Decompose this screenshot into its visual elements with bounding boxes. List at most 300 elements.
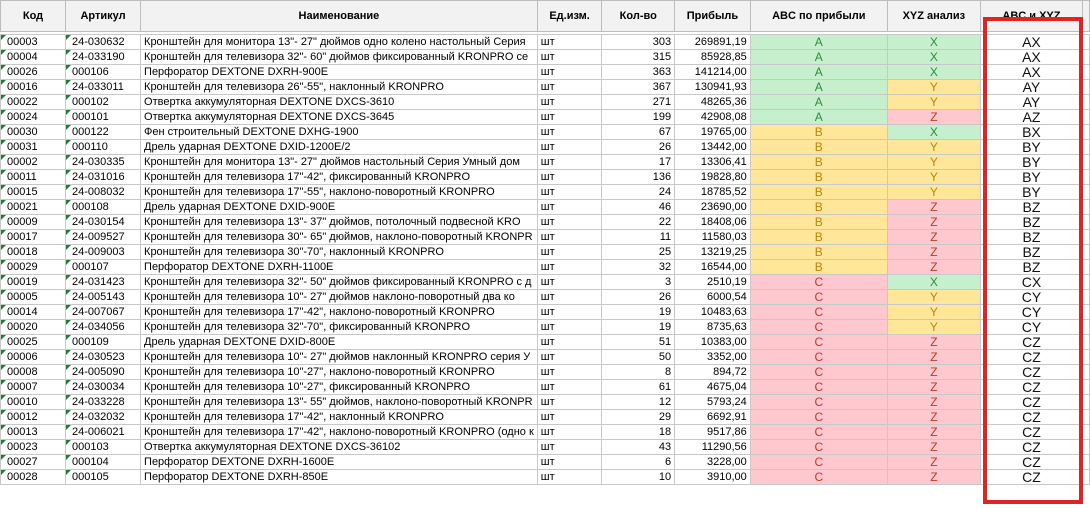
cell-xyz[interactable]: X [887, 275, 980, 290]
table-row[interactable] [1, 80, 1090, 95]
cell-pribyl[interactable]: 19828,80 [675, 170, 751, 185]
cell-naim[interactable]: Кронштейн для телевизора 17"-42", наклонный KRONPRO [141, 410, 538, 425]
cell-xyz[interactable]: Y [887, 140, 980, 155]
cell-pribyl[interactable]: 9517,86 [675, 425, 751, 440]
cell-abc[interactable]: B [750, 155, 887, 170]
table-row[interactable] [1, 290, 1090, 305]
cell-abc[interactable]: B [750, 245, 887, 260]
cell-ed[interactable]: шт [537, 455, 602, 470]
cell-naim[interactable]: Отвертка аккумуляторная DEXTONE DXCS-36102 [141, 440, 538, 455]
cell-kolvo[interactable]: 32 [602, 260, 675, 275]
cell-pribyl[interactable]: 8735,63 [675, 320, 751, 335]
cell-kolvo[interactable]: 19 [602, 305, 675, 320]
cell-abcxyz[interactable]: AX [980, 50, 1082, 65]
cell-xyz[interactable]: Z [887, 380, 980, 395]
table-row[interactable] [1, 440, 1090, 455]
cell-kod[interactable]: 00016 [1, 80, 66, 95]
cell-kod[interactable]: 00004 [1, 50, 66, 65]
cell-kolvo[interactable]: 10 [602, 470, 675, 485]
cell-abcxyz[interactable]: CZ [980, 365, 1082, 380]
cell-kolvo[interactable]: 51 [602, 335, 675, 350]
cell-abcxyz[interactable]: BZ [980, 200, 1082, 215]
cell-artikul[interactable]: 24-008032 [66, 185, 141, 200]
cell-pribyl[interactable]: 16544,00 [675, 260, 751, 275]
cell-kolvo[interactable]: 363 [602, 65, 675, 80]
cell-xyz[interactable]: Z [887, 365, 980, 380]
cell-artikul[interactable]: 24-033190 [66, 50, 141, 65]
cell-abc[interactable]: C [750, 425, 887, 440]
table-row[interactable] [1, 470, 1090, 485]
cell-abcxyz[interactable]: CY [980, 320, 1082, 335]
cell-pribyl[interactable]: 6692,91 [675, 410, 751, 425]
cell-abc[interactable]: C [750, 395, 887, 410]
cell-naim[interactable]: Кронштейн для телевизора 30"- 65" дюймов, наклоно-поворотный KRONPR [141, 230, 538, 245]
cell-abcxyz[interactable]: CZ [980, 425, 1082, 440]
cell-ed[interactable]: шт [537, 335, 602, 350]
cell-abc[interactable]: C [750, 455, 887, 470]
table-row[interactable] [1, 425, 1090, 440]
cell-kolvo[interactable]: 271 [602, 95, 675, 110]
table-row[interactable] [1, 65, 1090, 80]
cell-kolvo[interactable]: 315 [602, 50, 675, 65]
cell-ed[interactable]: шт [537, 185, 602, 200]
table-row[interactable] [1, 170, 1090, 185]
cell-abc[interactable]: C [750, 365, 887, 380]
cell-artikul[interactable]: 24-030632 [66, 35, 141, 50]
cell-pribyl[interactable]: 3228,00 [675, 455, 751, 470]
cell-abcxyz[interactable]: AY [980, 80, 1082, 95]
cell-abcxyz[interactable]: CY [980, 305, 1082, 320]
table-row[interactable] [1, 35, 1090, 50]
cell-pribyl[interactable]: 894,72 [675, 365, 751, 380]
cell-kolvo[interactable]: 61 [602, 380, 675, 395]
cell-kolvo[interactable]: 12 [602, 395, 675, 410]
cell-abc[interactable]: B [750, 140, 887, 155]
cell-naim[interactable]: Кронштейн для монитора 13"- 27" дюймов настольный Серия Умный дом [141, 155, 538, 170]
cell-kod[interactable]: 00030 [1, 125, 66, 140]
cell-xyz[interactable]: Y [887, 305, 980, 320]
cell-kod[interactable]: 00022 [1, 95, 66, 110]
table-row[interactable] [1, 380, 1090, 395]
cell-abcxyz[interactable]: CX [980, 275, 1082, 290]
cell-kod[interactable]: 00024 [1, 110, 66, 125]
cell-abcxyz[interactable]: BZ [980, 245, 1082, 260]
cell-kod[interactable]: 00026 [1, 65, 66, 80]
cell-abcxyz[interactable]: AZ [980, 110, 1082, 125]
table-row[interactable] [1, 395, 1090, 410]
cell-kod[interactable]: 00008 [1, 365, 66, 380]
cell-xyz[interactable]: Z [887, 425, 980, 440]
cell-xyz[interactable]: X [887, 50, 980, 65]
cell-naim[interactable]: Кронштейн для телевизора 17"-42", наклоно-поворотный KRONPRO [141, 305, 538, 320]
cell-ed[interactable]: шт [537, 380, 602, 395]
cell-ed[interactable]: шт [537, 65, 602, 80]
cell-naim[interactable]: Кронштейн для телевизора 10"-27", наклоно-поворотный KRONPRO [141, 365, 538, 380]
header-kolvo[interactable]: Кол-во [602, 1, 675, 32]
cell-kolvo[interactable]: 67 [602, 125, 675, 140]
cell-abc[interactable]: B [750, 125, 887, 140]
cell-naim[interactable]: Кронштейн для телевизора 10"-27", фиксированный KRONPRO [141, 380, 538, 395]
cell-naim[interactable]: Кронштейн для телевизора 32"- 50" дюймов фиксированный KRONPRO с д [141, 275, 538, 290]
cell-artikul[interactable]: 000101 [66, 110, 141, 125]
cell-abc[interactable]: B [750, 170, 887, 185]
cell-abcxyz[interactable]: AX [980, 65, 1082, 80]
table-row[interactable] [1, 200, 1090, 215]
table-row[interactable] [1, 125, 1090, 140]
table-row[interactable] [1, 245, 1090, 260]
cell-abcxyz[interactable]: BX [980, 125, 1082, 140]
cell-pribyl[interactable]: 130941,93 [675, 80, 751, 95]
cell-kolvo[interactable]: 136 [602, 170, 675, 185]
cell-artikul[interactable]: 000110 [66, 140, 141, 155]
cell-abc[interactable]: B [750, 185, 887, 200]
cell-xyz[interactable]: Y [887, 170, 980, 185]
table-row[interactable] [1, 140, 1090, 155]
cell-kod[interactable]: 00014 [1, 305, 66, 320]
cell-pribyl[interactable]: 85928,85 [675, 50, 751, 65]
cell-xyz[interactable]: Y [887, 95, 980, 110]
cell-ed[interactable]: шт [537, 245, 602, 260]
cell-abcxyz[interactable]: BZ [980, 215, 1082, 230]
cell-artikul[interactable]: 24-030034 [66, 380, 141, 395]
cell-xyz[interactable]: Z [887, 440, 980, 455]
cell-abcxyz[interactable]: CZ [980, 470, 1082, 485]
cell-pribyl[interactable]: 4675,04 [675, 380, 751, 395]
cell-abc[interactable]: A [750, 35, 887, 50]
cell-abcxyz[interactable]: BY [980, 170, 1082, 185]
cell-artikul[interactable]: 24-031016 [66, 170, 141, 185]
cell-abc[interactable]: C [750, 410, 887, 425]
cell-ed[interactable]: шт [537, 470, 602, 485]
table-row[interactable] [1, 110, 1090, 125]
cell-artikul[interactable]: 000105 [66, 470, 141, 485]
table-row[interactable] [1, 95, 1090, 110]
cell-kod[interactable]: 00007 [1, 380, 66, 395]
cell-pribyl[interactable]: 2510,19 [675, 275, 751, 290]
cell-xyz[interactable]: Z [887, 410, 980, 425]
cell-kod[interactable]: 00009 [1, 215, 66, 230]
cell-artikul[interactable]: 24-007067 [66, 305, 141, 320]
cell-kod[interactable]: 00011 [1, 170, 66, 185]
cell-artikul[interactable]: 000107 [66, 260, 141, 275]
cell-kod[interactable]: 00029 [1, 260, 66, 275]
cell-abc[interactable]: A [750, 95, 887, 110]
cell-abc[interactable]: C [750, 275, 887, 290]
cell-ed[interactable]: шт [537, 215, 602, 230]
table-row[interactable] [1, 230, 1090, 245]
table-row[interactable] [1, 320, 1090, 335]
cell-artikul[interactable]: 000109 [66, 335, 141, 350]
cell-artikul[interactable]: 24-031423 [66, 275, 141, 290]
cell-artikul[interactable]: 24-032032 [66, 410, 141, 425]
cell-ed[interactable]: шт [537, 410, 602, 425]
cell-pribyl[interactable]: 48265,36 [675, 95, 751, 110]
cell-kod[interactable]: 00002 [1, 155, 66, 170]
cell-pribyl[interactable]: 3910,00 [675, 470, 751, 485]
cell-ed[interactable]: шт [537, 35, 602, 50]
cell-kod[interactable]: 00006 [1, 350, 66, 365]
table-row[interactable] [1, 215, 1090, 230]
cell-artikul[interactable]: 000102 [66, 95, 141, 110]
cell-kolvo[interactable]: 8 [602, 365, 675, 380]
cell-kolvo[interactable]: 367 [602, 80, 675, 95]
cell-abc[interactable]: C [750, 350, 887, 365]
cell-ed[interactable]: шт [537, 50, 602, 65]
cell-kolvo[interactable]: 17 [602, 155, 675, 170]
cell-xyz[interactable]: Z [887, 260, 980, 275]
cell-xyz[interactable]: Z [887, 245, 980, 260]
cell-pribyl[interactable]: 11580,03 [675, 230, 751, 245]
cell-abcxyz[interactable]: AY [980, 95, 1082, 110]
cell-xyz[interactable]: Z [887, 455, 980, 470]
cell-ed[interactable]: шт [537, 275, 602, 290]
cell-naim[interactable]: Отвертка аккумуляторная DEXTONE DXCS-3645 [141, 110, 538, 125]
cell-artikul[interactable]: 000103 [66, 440, 141, 455]
cell-naim[interactable]: Кронштейн для телевизора 17"-55", наклоно-поворотный KRONPRO [141, 185, 538, 200]
cell-abcxyz[interactable]: BY [980, 155, 1082, 170]
cell-pribyl[interactable]: 42908,08 [675, 110, 751, 125]
cell-artikul[interactable]: 000108 [66, 200, 141, 215]
cell-abc[interactable]: A [750, 50, 887, 65]
cell-abc[interactable]: B [750, 215, 887, 230]
cell-artikul[interactable]: 24-005143 [66, 290, 141, 305]
cell-artikul[interactable]: 24-009003 [66, 245, 141, 260]
cell-kolvo[interactable]: 11 [602, 230, 675, 245]
cell-ed[interactable]: шт [537, 140, 602, 155]
cell-xyz[interactable]: X [887, 35, 980, 50]
cell-abc[interactable]: A [750, 65, 887, 80]
cell-abcxyz[interactable]: CZ [980, 380, 1082, 395]
cell-abcxyz[interactable]: CY [980, 290, 1082, 305]
table-row[interactable] [1, 410, 1090, 425]
cell-kolvo[interactable]: 6 [602, 455, 675, 470]
cell-naim[interactable]: Кронштейн для телевизора 32"-70", фиксированный KRONPRO [141, 320, 538, 335]
header-xyz[interactable]: XYZ анализ [887, 1, 980, 32]
cell-abc[interactable]: C [750, 290, 887, 305]
cell-ed[interactable]: шт [537, 260, 602, 275]
cell-ed[interactable]: шт [537, 425, 602, 440]
cell-xyz[interactable]: Y [887, 185, 980, 200]
cell-xyz[interactable]: Y [887, 320, 980, 335]
cell-artikul[interactable]: 24-030335 [66, 155, 141, 170]
table-row[interactable] [1, 335, 1090, 350]
cell-xyz[interactable]: Z [887, 395, 980, 410]
cell-abcxyz[interactable]: CZ [980, 410, 1082, 425]
table-row[interactable] [1, 455, 1090, 470]
cell-ed[interactable]: шт [537, 95, 602, 110]
cell-naim[interactable]: Дрель ударная DEXTONE DXID-1200E/2 [141, 140, 538, 155]
cell-abcxyz[interactable]: CZ [980, 455, 1082, 470]
cell-naim[interactable]: Кронштейн для телевизора 26"-55", наклонный KRONPRO [141, 80, 538, 95]
cell-ed[interactable]: шт [537, 110, 602, 125]
cell-kolvo[interactable]: 199 [602, 110, 675, 125]
cell-naim[interactable]: Кронштейн для телевизора 13"- 55" дюймов, наклоно-поворотный KRONPR [141, 395, 538, 410]
cell-abcxyz[interactable]: CZ [980, 395, 1082, 410]
cell-pribyl[interactable]: 13219,25 [675, 245, 751, 260]
cell-kod[interactable]: 00023 [1, 440, 66, 455]
cell-pribyl[interactable]: 141214,00 [675, 65, 751, 80]
cell-kod[interactable]: 00027 [1, 455, 66, 470]
table-row[interactable] [1, 275, 1090, 290]
cell-kolvo[interactable]: 29 [602, 410, 675, 425]
cell-naim[interactable]: Кронштейн для телевизора 17"-42", фиксированный KRONPRO [141, 170, 538, 185]
header-pribyl[interactable]: Прибыль [675, 1, 751, 32]
cell-pribyl[interactable]: 23690,00 [675, 200, 751, 215]
cell-kod[interactable]: 00005 [1, 290, 66, 305]
cell-xyz[interactable]: Z [887, 200, 980, 215]
cell-naim[interactable]: Кронштейн для телевизора 13"- 37" дюймов, потолочный подвесной KRO [141, 215, 538, 230]
cell-naim[interactable]: Перфоратор DEXTONE DXRH-1100E [141, 260, 538, 275]
table-row[interactable] [1, 365, 1090, 380]
cell-pribyl[interactable]: 10483,63 [675, 305, 751, 320]
cell-artikul[interactable]: 24-005090 [66, 365, 141, 380]
cell-abc[interactable]: A [750, 110, 887, 125]
cell-kod[interactable]: 00017 [1, 230, 66, 245]
cell-kolvo[interactable]: 26 [602, 140, 675, 155]
cell-kod[interactable]: 00019 [1, 275, 66, 290]
cell-naim[interactable]: Кронштейн для телевизора 17"-42", наклоно-поворотный KRONPRO (одно к [141, 425, 538, 440]
cell-naim[interactable]: Дрель ударная DEXTONE DXID-800E [141, 335, 538, 350]
cell-abc[interactable]: C [750, 305, 887, 320]
cell-naim[interactable]: Кронштейн для телевизора 10"- 27" дюймов наклоно-поворотный два ко [141, 290, 538, 305]
cell-xyz[interactable]: X [887, 65, 980, 80]
cell-ed[interactable]: шт [537, 365, 602, 380]
header-abc[interactable]: ABC по прибыли [750, 1, 887, 32]
table-row[interactable] [1, 185, 1090, 200]
cell-pribyl[interactable]: 19765,00 [675, 125, 751, 140]
cell-xyz[interactable]: Z [887, 215, 980, 230]
table-row[interactable] [1, 350, 1090, 365]
cell-artikul[interactable]: 000122 [66, 125, 141, 140]
cell-kod[interactable]: 00018 [1, 245, 66, 260]
cell-pribyl[interactable]: 269891,19 [675, 35, 751, 50]
cell-xyz[interactable]: Y [887, 155, 980, 170]
cell-naim[interactable]: Фен строительный DEXTONE DXHG-1900 [141, 125, 538, 140]
cell-pribyl[interactable]: 18408,06 [675, 215, 751, 230]
cell-abc[interactable]: B [750, 230, 887, 245]
cell-naim[interactable]: Кронштейн для телевизора 30"-70", наклонный KRONPRO [141, 245, 538, 260]
cell-ed[interactable]: шт [537, 125, 602, 140]
cell-kod[interactable]: 00028 [1, 470, 66, 485]
cell-artikul[interactable]: 000104 [66, 455, 141, 470]
cell-pribyl[interactable]: 13306,41 [675, 155, 751, 170]
cell-xyz[interactable]: Z [887, 350, 980, 365]
cell-abc[interactable]: C [750, 470, 887, 485]
cell-naim[interactable]: Кронштейн для монитора 13"- 27" дюймов одно колено настольный Серия [141, 35, 538, 50]
cell-abcxyz[interactable]: BZ [980, 230, 1082, 245]
cell-artikul[interactable]: 24-009527 [66, 230, 141, 245]
cell-kolvo[interactable]: 24 [602, 185, 675, 200]
cell-kolvo[interactable]: 3 [602, 275, 675, 290]
cell-pribyl[interactable]: 18785,52 [675, 185, 751, 200]
cell-artikul[interactable]: 24-006021 [66, 425, 141, 440]
cell-xyz[interactable]: X [887, 125, 980, 140]
cell-pribyl[interactable]: 11290,56 [675, 440, 751, 455]
table-row[interactable] [1, 305, 1090, 320]
cell-kolvo[interactable]: 26 [602, 290, 675, 305]
cell-abcxyz[interactable]: CZ [980, 440, 1082, 455]
cell-kod[interactable]: 00021 [1, 200, 66, 215]
cell-kod[interactable]: 00015 [1, 185, 66, 200]
cell-abc[interactable]: B [750, 200, 887, 215]
cell-ed[interactable]: шт [537, 230, 602, 245]
cell-ed[interactable]: шт [537, 440, 602, 455]
header-naim[interactable]: Наименование [141, 1, 538, 32]
cell-kolvo[interactable]: 22 [602, 215, 675, 230]
cell-artikul[interactable]: 24-030154 [66, 215, 141, 230]
table-row[interactable] [1, 155, 1090, 170]
cell-abcxyz[interactable]: BY [980, 185, 1082, 200]
header-ed[interactable]: Ед.изм. [537, 1, 602, 32]
cell-artikul[interactable]: 24-033228 [66, 395, 141, 410]
cell-abc[interactable]: A [750, 80, 887, 95]
cell-naim[interactable]: Дрель ударная DEXTONE DXID-900E [141, 200, 538, 215]
cell-kolvo[interactable]: 25 [602, 245, 675, 260]
cell-naim[interactable]: Перфоратор DEXTONE DXRH-900E [141, 65, 538, 80]
header-abcxyz[interactable]: ABC и XYZ [980, 1, 1082, 32]
cell-ed[interactable]: шт [537, 170, 602, 185]
cell-artikul[interactable]: 000106 [66, 65, 141, 80]
cell-naim[interactable]: Перфоратор DEXTONE DXRH-1600E [141, 455, 538, 470]
cell-naim[interactable]: Перфоратор DEXTONE DXRH-850E [141, 470, 538, 485]
cell-artikul[interactable]: 24-033011 [66, 80, 141, 95]
cell-kolvo[interactable]: 50 [602, 350, 675, 365]
cell-naim[interactable]: Кронштейн для телевизора 10"- 27" дюймов наклонный KRONPRO серия У [141, 350, 538, 365]
cell-abcxyz[interactable]: CZ [980, 335, 1082, 350]
cell-ed[interactable]: шт [537, 290, 602, 305]
cell-ed[interactable]: шт [537, 305, 602, 320]
table-row[interactable] [1, 260, 1090, 275]
cell-ed[interactable]: шт [537, 200, 602, 215]
table-row[interactable] [1, 50, 1090, 65]
cell-abcxyz[interactable]: AX [980, 35, 1082, 50]
cell-kolvo[interactable]: 303 [602, 35, 675, 50]
cell-abc[interactable]: C [750, 440, 887, 455]
cell-xyz[interactable]: Y [887, 80, 980, 95]
cell-abc[interactable]: C [750, 335, 887, 350]
cell-artikul[interactable]: 24-030523 [66, 350, 141, 365]
cell-artikul[interactable]: 24-034056 [66, 320, 141, 335]
cell-abc[interactable]: C [750, 380, 887, 395]
cell-xyz[interactable]: Z [887, 335, 980, 350]
cell-kod[interactable]: 00003 [1, 35, 66, 50]
cell-ed[interactable]: шт [537, 155, 602, 170]
cell-abc[interactable]: B [750, 260, 887, 275]
cell-naim[interactable]: Отвертка аккумуляторная DEXTONE DXCS-3610 [141, 95, 538, 110]
cell-pribyl[interactable]: 3352,00 [675, 350, 751, 365]
cell-kolvo[interactable]: 19 [602, 320, 675, 335]
cell-kod[interactable]: 00025 [1, 335, 66, 350]
cell-pribyl[interactable]: 6000,54 [675, 290, 751, 305]
header-kod[interactable]: Код [1, 1, 66, 32]
cell-xyz[interactable]: Z [887, 230, 980, 245]
cell-ed[interactable]: шт [537, 80, 602, 95]
cell-kolvo[interactable]: 46 [602, 200, 675, 215]
cell-kolvo[interactable]: 18 [602, 425, 675, 440]
cell-ed[interactable]: шт [537, 350, 602, 365]
cell-xyz[interactable]: Y [887, 290, 980, 305]
cell-abcxyz[interactable]: BZ [980, 260, 1082, 275]
cell-pribyl[interactable]: 5793,24 [675, 395, 751, 410]
cell-kod[interactable]: 00012 [1, 410, 66, 425]
cell-ed[interactable]: шт [537, 320, 602, 335]
header-artikul[interactable]: Артикул [66, 1, 141, 32]
cell-abcxyz[interactable]: CZ [980, 350, 1082, 365]
cell-pribyl[interactable]: 10383,00 [675, 335, 751, 350]
cell-kod[interactable]: 00013 [1, 425, 66, 440]
cell-kolvo[interactable]: 43 [602, 440, 675, 455]
cell-abcxyz[interactable]: BY [980, 140, 1082, 155]
